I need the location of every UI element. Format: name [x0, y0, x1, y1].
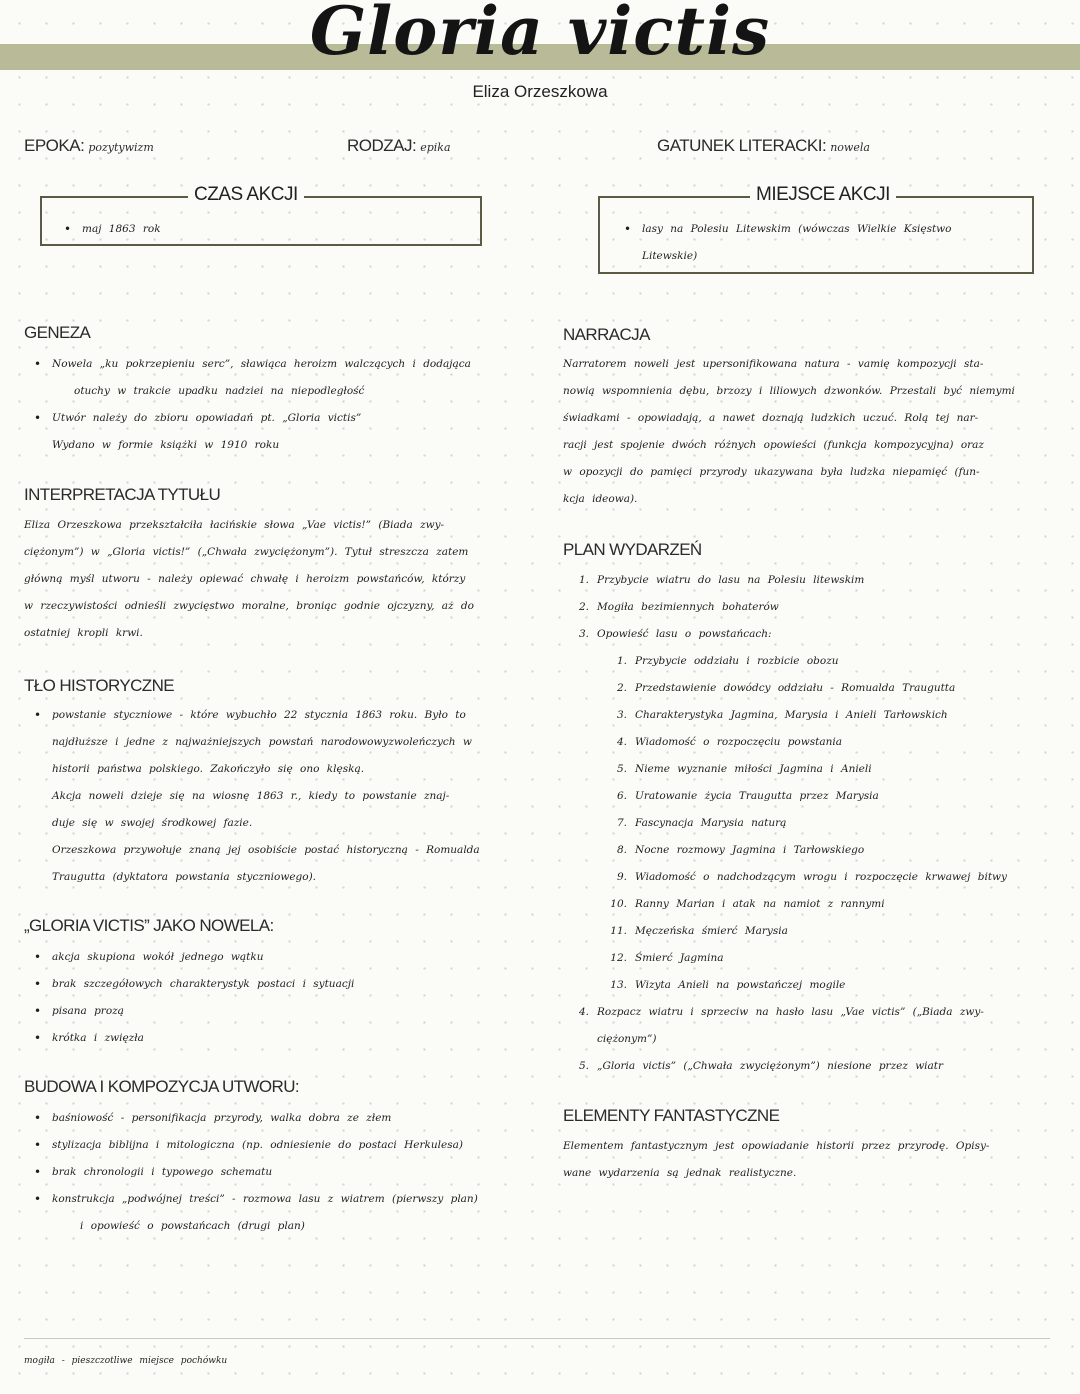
miejsce-akcji-content	[616, 216, 1026, 270]
plan-list	[563, 567, 1053, 1080]
narracja-text: Narratorem noweli jest upersonifikowana natura - vamię kompozycji sta- nowią wspomnienia dębu, brzozy i liliowych dzwonków. Przestali być niemymi świadkami - opowiadają, a nawet doznają ludzkich uczuć. Rolą tej nar- racji jest spojenie dwóch różnych opowieści (funkcja kompozycyjna) oraz w opozycji do pamięci przyrody ukazywana była ludzka niepamięć (fun- kcja ideowa).	[563, 358, 1015, 505]
tlo-content: • powstanie styczniowe - które wybuchło 22 stycznia 1863 roku. Było to najdłuższe i jedne z najważniejszych powstań narodowowyzwoleńczych w historii państwa polskiego. Zakończyło się ono klęską. Akcja noweli dzieje się na wiosnę 1863 r., kiedy to powstanie znaj- duje się w swojej środkowej fazie. Orzeszkowa przywołuje znaną jej osobiście postać historyczną - Romualda Traugutta (dyktatora powstania styczniowego).	[26, 702, 546, 891]
footnote-divider	[24, 1338, 1050, 1339]
plan-subitem: 11. Męczeńska śmierć Marysia	[610, 925, 788, 937]
epoka-label: EPOKA:	[24, 136, 85, 155]
tlo-heading: TŁO HISTORYCZNE	[24, 676, 175, 695]
epoka-field	[24, 136, 154, 156]
budowa-continuation: i opowieść o powstańcach (drugi plan)	[80, 1220, 305, 1232]
plan-item: 3. Opowieść lasu o powstańcach:	[578, 628, 772, 640]
gatunek-label: GATUNEK LITERACKI:	[657, 136, 827, 155]
nowela-list	[26, 944, 546, 1052]
plan-subitem: 4. Wiadomość o rozpoczęciu powstania	[616, 736, 842, 748]
plan-subitem: 10. Ranny Marian i atak na namiot z rannymi	[610, 898, 885, 910]
rodzaj-label: RODZAJ:	[347, 136, 417, 155]
budowa-item: • brak chronologii i typowego schematu	[26, 1159, 546, 1186]
plan-heading: PLAN WYDARZEŃ	[563, 540, 702, 559]
author-name: Eliza Orzeszkowa	[472, 82, 608, 101]
plan-subitem: 9. Wiadomość o nadchodzącym wrogu i rozpoczęcie krwawej bitwy	[616, 871, 1007, 883]
fantastyczne-heading: ELEMENTY FANTASTYCZNE	[563, 1106, 780, 1125]
czas-akcji-title: CZAS AKCJI	[188, 184, 304, 206]
gatunek-field	[657, 136, 870, 156]
plan-item: 4. Rozpacz wiatru i sprzeciw na hasło lasu „Vae victis” („Biada zwy- ciężonym”)	[578, 1006, 984, 1045]
fantastyczne-text: Elementem fantastycznym jest opowiadanie historii przez przyrodę. Opisy- wane wydarzenia są jednak realistyczne.	[563, 1140, 990, 1179]
budowa-item: • stylizacja biblijna i mitologiczna (np. odniesienie do postaci Herkulesa)	[26, 1132, 546, 1159]
epoka-value: pozytywizm	[88, 141, 154, 154]
nowela-heading: „GLORIA VICTIS” JAKO NOWELA:	[24, 916, 274, 935]
page-title: Gloria victis	[309, 0, 771, 70]
nowela-item: • brak szczegółowych charakterystyk postaci i sytuacji	[26, 971, 546, 998]
plan-subitem: 13. Wizyta Anieli na powstańczej mogile	[610, 979, 846, 991]
nowela-item: • pisana prozą	[26, 998, 546, 1025]
plan-subitem: 1. Przybycie oddziału i rozbicie obozu	[616, 655, 839, 667]
geneza-heading: GENEZA	[24, 323, 91, 342]
plan-subitem: 3. Charakterystyka Jagmina, Marysia i Anieli Tarłowskich	[616, 709, 948, 721]
miejsce-line-2: Litewskie)	[642, 250, 698, 262]
footnote: mogiła - pieszczotliwe miejsce pochówku	[24, 1356, 228, 1366]
geneza-content	[26, 351, 546, 459]
plan-subitem: 8. Nocne rozmowy Jagmina i Tarłowskiego	[616, 844, 865, 856]
narracja-heading: NARRACJA	[563, 325, 650, 344]
plan-item: 1. Przybycie wiatru do lasu na Polesiu litewskim	[578, 574, 865, 586]
nowela-item: • krótka i zwięzła	[26, 1025, 546, 1052]
budowa-item: • konstrukcja „podwójnej treści” - rozmowa lasu z wiatrem (pierwszy plan)	[26, 1186, 546, 1213]
plan-item: 2. Mogiła bezimiennych bohaterów	[578, 601, 779, 613]
geneza-item: • Nowela „ku pokrzepieniu serc”, sławiąca heroizm walczących i dodająca otuchy w trakcie upadku nadziei na niepodległość	[26, 351, 546, 405]
budowa-list	[26, 1105, 546, 1240]
plan-item: 5. „Gloria victis” („Chwała zwyciężonym”) niesione przez wiatr	[578, 1060, 944, 1072]
interpretacja-heading: INTERPRETACJA TYTUŁU	[24, 485, 221, 504]
plan-subitem: 2. Przedstawienie dowódcy oddziału - Romualda Traugutta	[616, 682, 956, 694]
geneza-item: • Utwór należy do zbioru opowiadań pt. „Gloria victis” Wydano w formie książki w 1910 roku	[26, 405, 546, 459]
rodzaj-value: epika	[420, 141, 451, 154]
gatunek-value: nowela	[830, 141, 870, 154]
interpretacja-text: Eliza Orzeszkowa przekształciła łacińskie słowa „Vae victis!” (Biada zwy- ciężonym”) w „Gloria victis!” („Chwała zwyciężonym”). Tytuł streszcza zatem główną myśl utworu - należy opiewać chwałę i heroizm powstańców, którzy w rzeczywistości odnieśli zwycięstwo moralne, broniąc godnie ojczyzny, aż do ostatniej kropli krwi.	[24, 519, 474, 639]
miejsce-akcji-title: MIEJSCE AKCJI	[750, 184, 896, 206]
plan-subitem: 5. Nieme wyznanie miłości Jagmina i Anieli	[616, 763, 872, 775]
czas-akcji-item: • maj 1863 rok	[56, 216, 161, 243]
miejsce-line-1: lasy na Polesiu Litewskim (wówczas Wielkie Księstwo	[642, 223, 952, 235]
nowela-item: • akcja skupiona wokół jednego wątku	[26, 944, 546, 971]
plan-subitem: 6. Uratowanie życia Traugutta przez Marysia	[616, 790, 879, 802]
plan-subitem: 7. Fascynacja Marysia naturą	[616, 817, 787, 829]
budowa-item: • baśniowość - personifikacja przyrody, walka dobra ze złem	[26, 1105, 546, 1132]
czas-akcji-content	[56, 216, 161, 243]
budowa-heading: BUDOWA I KOMPOZYCJA UTWORU:	[24, 1077, 300, 1096]
plan-subitem: 12. Śmierć Jagmina	[610, 952, 724, 964]
rodzaj-field	[347, 136, 451, 156]
